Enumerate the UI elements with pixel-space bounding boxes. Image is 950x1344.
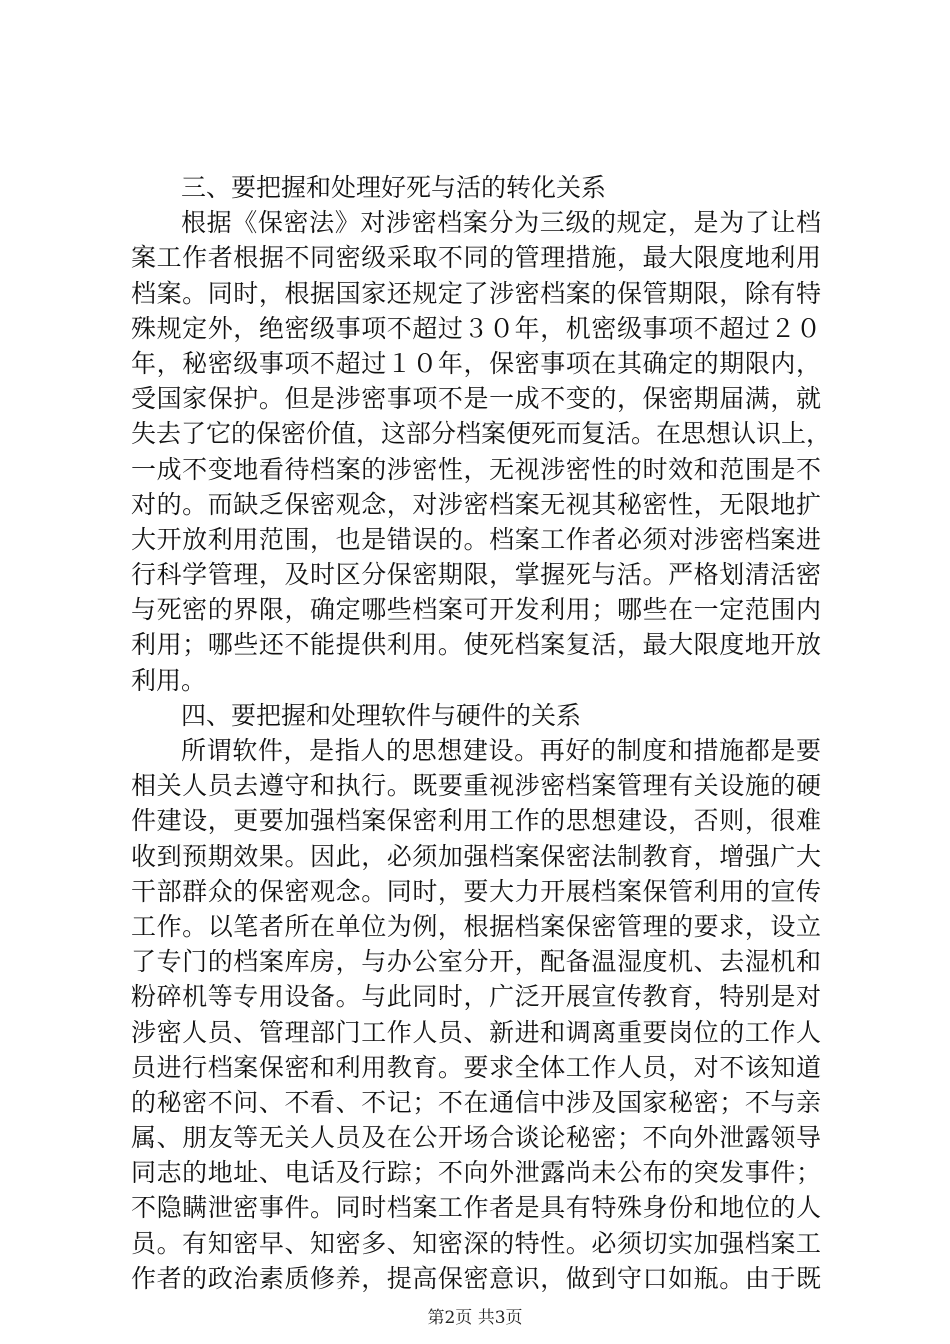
text-line: 年，秘密级事项不超过１０年，保密事项在其确定的期限内， <box>131 348 821 378</box>
text-line: 四、要把握和处理软件与硬件的关系 <box>181 700 582 730</box>
text-line: 案工作者根据不同密级采取不同的管理措施，最大限度地利用 <box>131 243 821 273</box>
text-line: 所谓软件，是指人的思想建设。再好的制度和措施都是要 <box>181 736 821 765</box>
text-line: 三、要把握和处理好死与活的转化关系 <box>181 173 607 202</box>
text-line: 利用；哪些还不能提供利用。使死档案复活，最大限度地开放 <box>131 630 821 660</box>
text-line: 相关人员去遵守和执行。既要重视涉密档案管理有关设施的硬 <box>131 771 821 801</box>
text-line: 员。有知密早、知密多、知密深的特性。必须切实加强档案工 <box>131 1228 821 1258</box>
text-line: 了专门的档案库房，与办公室分开，配备温湿度机、去湿机和 <box>131 947 821 977</box>
text-line: 涉密人员、管理部门工作人员、新进和调离重要岗位的工作人 <box>131 1017 821 1047</box>
text-line: 利用。 <box>131 665 207 695</box>
text-line: 殊规定外，绝密级事项不超过３０年，机密级事项不超过２０ <box>131 313 821 343</box>
text-line: 属、朋友等无关人员及在公开场合谈论秘密；不向外泄露领导 <box>131 1123 821 1153</box>
text-line: 失去了它的保密价值，这部分档案便死而复活。在思想认识上， <box>131 419 832 449</box>
text-line: 粉碎机等专用设备。与此同时，广泛开展宣传教育，特别是对 <box>131 982 821 1012</box>
text-line: 一成不变地看待档案的涉密性，无视涉密性的时效和范围是不 <box>131 454 821 484</box>
text-line: 行科学管理，及时区分保密期限，掌握死与活。严格划清活密 <box>131 560 821 590</box>
text-line: 的秘密不问、不看、不记；不在通信中涉及国家秘密；不与亲 <box>131 1087 821 1117</box>
text-line: 干部群众的保密观念。同时，要大力开展档案保管利用的宣传 <box>131 876 821 906</box>
text-line: 收到预期效果。因此，必须加强档案保密法制教育，增强广大 <box>131 841 821 871</box>
text-line: 不隐瞒泄密事件。同时档案工作者是具有特殊身份和地位的人 <box>131 1193 821 1223</box>
text-line: 工作。以笔者所在单位为例，根据档案保密管理的要求，设立 <box>131 911 821 941</box>
text-line: 对的。而缺乏保密观念，对涉密档案无视其秘密性，无限地扩 <box>131 489 821 519</box>
document-body <box>131 170 832 1296</box>
text-line: 档案。同时，根据国家还规定了涉密档案的保管期限，除有特 <box>131 278 821 308</box>
text-line: 与死密的界限，确定哪些档案可开发利用；哪些在一定范围内 <box>131 595 821 625</box>
text-line: 件建设，更要加强档案保密利用工作的思想建设，否则，很难 <box>131 806 821 836</box>
text-line: 员进行档案保密和利用教育。要求全体工作人员，对不该知道 <box>131 1052 821 1082</box>
text-line: 根据《保密法》对涉密档案分为三级的规定，是为了让档 <box>181 208 821 238</box>
text-line: 同志的地址、电话及行踪；不向外泄露尚未公布的突发事件； <box>131 1158 821 1188</box>
text-line: 大开放利用范围，也是错误的。档案工作者必须对涉密档案进 <box>131 524 821 554</box>
text-line: 作者的政治素质修养，提高保密意识，做到守口如瓶。由于既 <box>131 1263 821 1293</box>
text-line: 受国家保护。但是涉密事项不是一成不变的，保密期届满，就 <box>131 384 821 414</box>
page-footer: 第2页 共3页 <box>427 1308 523 1328</box>
